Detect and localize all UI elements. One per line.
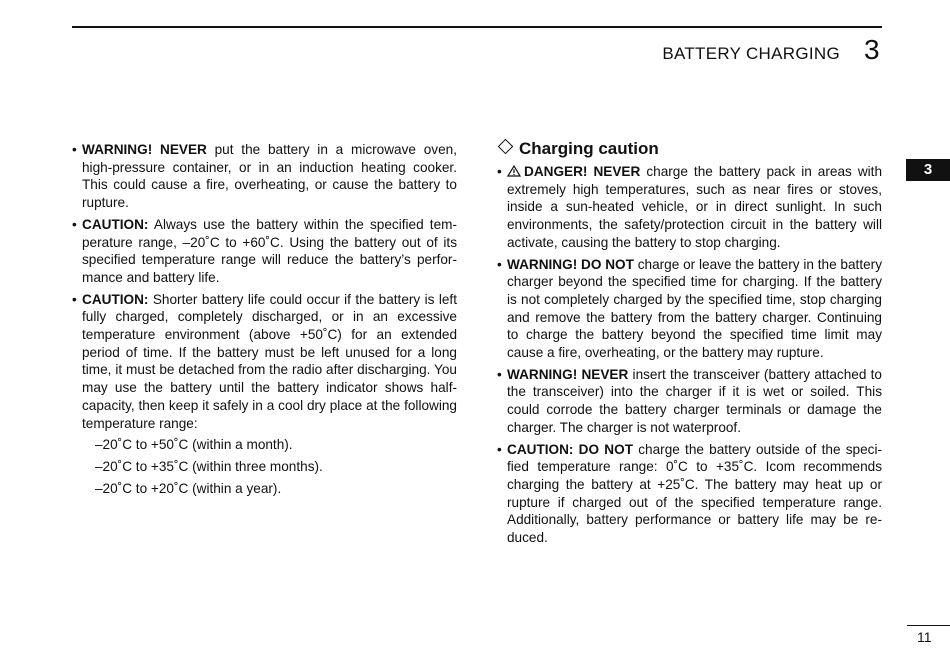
section-heading — [497, 138, 882, 160]
item-lead: CAUTION: — [82, 216, 149, 232]
chapter-number: 3 — [864, 34, 880, 65]
warning-charge-time-item — [497, 256, 882, 362]
item-text: put the battery in a microwave oven, high-pressure container, or in an induction heating cooker. This could cause a fire, overheating, or cause the battery to rupture. — [82, 142, 457, 211]
item-lead: CAUTION: DO NOT — [507, 441, 634, 457]
item-lead: CAUTION: — [82, 291, 149, 307]
item-text: charge the battery pack in areas with extremely high temperatures, such as near fires or stoves, inside a sun-heated vehicle, or in direct sunlight. In such environments, the safety/protection circuit in the battery will activate, causing the battery to stop charging. — [507, 164, 883, 250]
header-rule — [72, 26, 882, 28]
page-header-title: BATTERY CHARGING — [662, 44, 840, 63]
item-text: Shorter battery life could occur if the battery is left fully charged, completely discharged, or in an excessive temperature environment (above +50˚C) for an extended period of time. If the battery must be left unused for a long time, it must be detached from the radio after discharging. You may use the battery until the battery indicator shows half-capacity, then keep it safely in a cool dry place at the following temperature range: — [82, 291, 457, 431]
storage-range-year: –20˚C to +20˚C (within a year). — [95, 481, 282, 497]
danger-high-temperature-item — [497, 163, 882, 252]
warning-wet-charger-item — [497, 366, 882, 437]
item-text: Always use the battery within the specified temperature range, –20˚C to +60˚C. Using the battery out of its specified temperature range will reduce the battery’s performance and battery life. — [82, 216, 457, 285]
item-text: insert the transceiver (battery attached to the transceiver) into the charger if it is wet or soiled. This could corrode the battery charger terminals or damage the charger. The charger is not waterproof. — [507, 366, 882, 435]
storage-range-month: –20˚C to +50˚C (within a month). — [95, 437, 293, 453]
chapter-side-tab: 3 — [906, 159, 950, 181]
section-heading-text: Charging caution — [519, 139, 659, 158]
caution-temperature-range-item — [72, 216, 457, 287]
warning-triangle-icon — [507, 165, 521, 177]
caution-battery-life-item — [72, 291, 457, 433]
page-number: 11 — [917, 629, 932, 645]
item-text: charge the battery outside of the specified temperature range: 0˚C to +35˚C. Icom recommends charging the battery at +25˚C. The battery may heat up or rupture if charged out of the specified temperature range. Additionally, battery performance or battery life may be reduced. — [507, 441, 883, 546]
right-column — [497, 138, 882, 551]
item-lead: WARNING! DO NOT — [507, 256, 634, 272]
item-text: charge or leave the battery in the battery charger beyond the specified time for charging. If the battery is not completely charged by the specified time, stop charging and remove the battery from the battery charger. Continuing to charge the battery beyond the specified time limit may cause a fire, overheating, or the battery may rupture. — [507, 256, 882, 361]
item-lead: WARNING! NEVER — [507, 366, 629, 382]
diamond-icon — [498, 139, 514, 155]
warning-microwave-item — [72, 141, 457, 212]
caution-charge-temperature-item — [497, 441, 882, 547]
storage-range-three-months: –20˚C to +35˚C (within three months). — [95, 459, 323, 475]
item-lead: WARNING! NEVER — [82, 142, 207, 157]
item-lead: DANGER! NEVER — [524, 164, 641, 179]
left-column — [72, 141, 457, 498]
footer-rule — [907, 625, 950, 626]
